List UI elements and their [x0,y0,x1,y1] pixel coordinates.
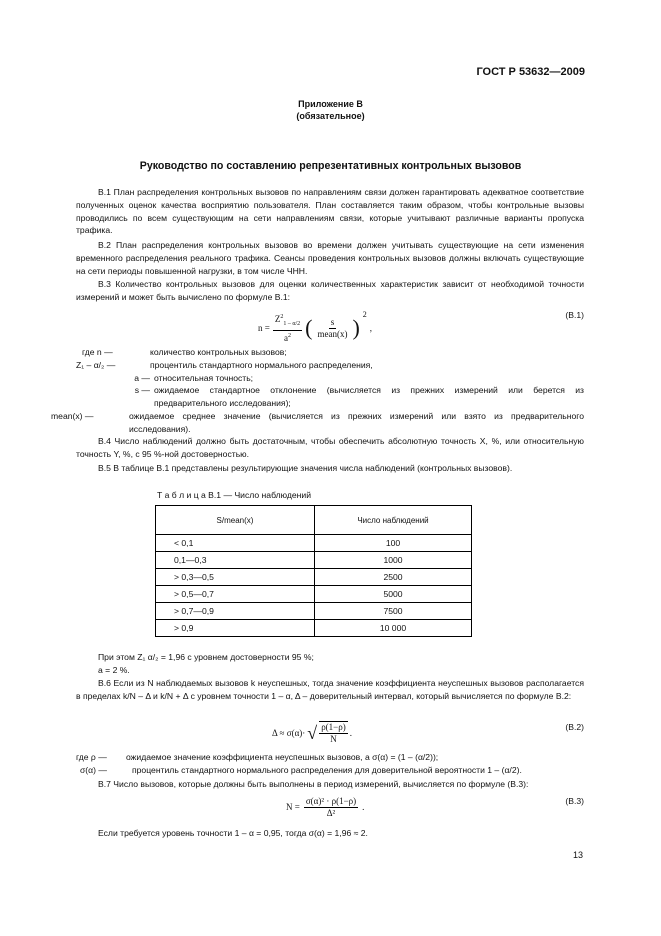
formula-b2-number: (В.2) [565,722,584,732]
section-title: Руководство по составлению репрезентативных контрольных вызовов [139,160,522,172]
paragraph-b1: В.1 План распределения контрольных вызовов по направлениям связи должен гарантировать адекватное соответствие полученных оценок качества восприятию пользователя. План составляется таким образом, чтобы контрольные вызовы проводились по всем существующим на сети направлениям связи, которые учитывают различные варианты пропуска трафика. [76,187,584,236]
table-row: > 0,7—0,9 7500 [156,603,472,620]
table-caption: Т а б л и ц а В.1 — Число наблюдений [157,490,312,500]
def-sigma: σ(α) — процентиль стандартного нормального распределения для доверительной вероятности 1 – (α/2). [80,764,522,775]
table-header-row [156,506,472,535]
formula-b2-fraction: $\frac{\rho(1-\rho)}{N}$ [321,722,346,744]
annex-status: (обязательное) [296,111,365,121]
annex-heading [0,98,661,122]
formula-b1-fraction: $\frac{Z^2_{1 - \alpha/2}}{a^2}$ [274,314,301,343]
table-header-count: Число наблюдений [315,506,472,535]
def-mean: mean(x) — ожидаемое среднее значение (вычисляется из прежних измерений или взято из предварительного исследования). [51,410,584,434]
def-rho: где ρ — ожидаемое значение коэффициента неуспешных вызовов, а σ(α) = (1 – (α/2)); [76,752,439,762]
paragraph-b3: В.3 Количество контрольных вызовов для оценки количественных характеристик зависит от необходимой точности измерений и может быть вычислено по формуле В.1: [76,279,584,302]
formula-b1-number: (В.1) [565,310,584,320]
formula-b1-ratio: $\frac{s}{\text{mean(x)}}$ [317,316,348,339]
formula-b3: N = $\frac{\text{σ(α)² · ρ(1−ρ)}}{\text{Δ²}}$ . [286,795,365,818]
observations-table [155,505,472,637]
after-table-notes [76,651,584,677]
formula-b3-fraction: $\frac{\text{σ(α)² · ρ(1−ρ)}}{\text{Δ²}}$ [305,795,357,818]
def-a: a — относительная точность; [134,372,254,383]
paragraph-b7-tail: Если требуется уровень точности 1 – α = 0,95, тогда σ(α) = 1,96 ≈ 2. [98,828,368,838]
table-row: > 0,3—0,5 2500 [156,569,472,586]
paragraph-b7: В.7 Число вызовов, которые должны быть выполнены в период измерений, вычисляется по формуле (В.3): [98,779,529,789]
paragraph-b6: В.6 Если из N наблюдаемых вызовов k неуспешных, тогда значение коэффициента неуспешных вызовов располагается в пределах k/N – Δ и k/N + Δ с уровнем точности 1 – α, Δ – доверительный интервал, который вычисляется по формуле В.2: [76,678,584,701]
table-row: < 0,1 100 [156,535,472,552]
table-header-ratio: S/mean(x) [156,506,315,535]
paragraph-b2: В.2 План распределения контрольных вызовов во времени должен учитывать существующие на сети изменения временного распределения реального трафика. Сеансы проведения контрольных вызовов должны включать существующие на сети периоды повышенной нагрузки, в том числе ЧНН. [76,240,584,276]
def-z: Z₁ – α/₂ — процентиль стандартного нормального распределения, [76,359,373,370]
paragraph-b5: В.5 В таблице В.1 представлены результирующие значения числа наблюдений (контрольных вызовов). [98,463,513,473]
formula-b1: n = $\frac{Z^2_{1 - \alpha/2}}{a^2}$ ( $\frac{s}{\text{mean(x)}}$ ) 2 , [258,310,373,343]
def-s: s — ожидаемое стандартное отклонение (вычисляется из прежних измерений или берется из предварительного исследования); [134,385,584,409]
document-code: ГОСТ Р 53632—2009 [476,66,585,78]
accuracy-note: a = 2 %. [98,664,130,675]
table-row: > 0,5—0,7 5000 [156,586,472,603]
paragraph-b4: В.4 Число наблюдений должно быть достаточным, чтобы обеспечить абсолютную точность X, %, или относительную точность Y, %, с 95 %-ной достоверностью. [76,436,584,459]
definitions-b2 [76,751,584,777]
table-row: 0,1—0,3 1000 [156,552,472,569]
table-row: > 0,9 10 000 [156,620,472,637]
confidence-note: При этом Z₁ α/₂ = 1,96 с уровнем достоверности 95 %; [98,652,314,662]
page-number: 13 [572,850,583,860]
formula-b2: Δ ≈ σ(α)· √ $\frac{\rho(1-\rho)}{N}$ . [272,722,352,744]
formula-b3-number: (В.3) [565,796,584,806]
definitions-b1 [51,346,584,436]
def-n: где n — количество контрольных вызовов; [82,347,287,357]
annex-title: Приложение В [298,99,363,109]
